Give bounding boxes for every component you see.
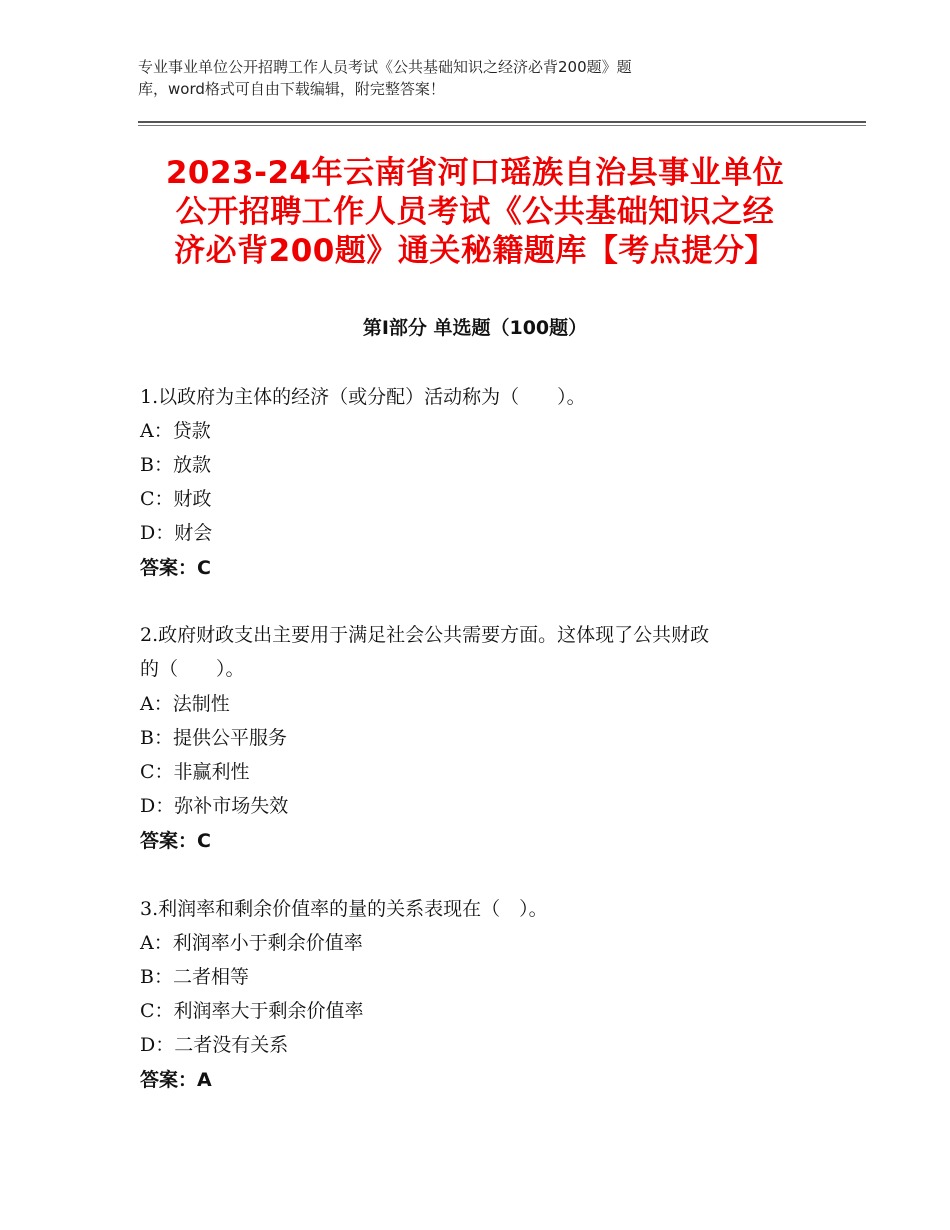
question-1-stem: 1.以政府为主体的经济（或分配）活动称为（ ）。 xyxy=(140,386,586,408)
question-2-option-d: D：弥补市场失效 xyxy=(140,795,289,817)
question-2-option-c: C：非赢利性 xyxy=(140,761,250,783)
question-1-option-b: B：放款 xyxy=(140,454,211,476)
question-3-option-d: D：二者没有关系 xyxy=(140,1034,289,1056)
question-2-answer: 答案：C xyxy=(140,830,211,852)
question-3-option-b: B：二者相等 xyxy=(140,966,249,988)
question-1-answer: 答案：C xyxy=(140,557,211,579)
question-1-option-a: A：贷款 xyxy=(140,420,211,442)
document-title-line-3: 济必背200题》通关秘籍题库【考点提分】 xyxy=(174,233,776,269)
header-note xyxy=(138,56,778,100)
document-title-line-2: 公开招聘工作人员考试《公共基础知识之经 xyxy=(175,194,775,230)
question-2-option-b: B：提供公平服务 xyxy=(140,727,287,749)
question-3-answer: 答案：A xyxy=(140,1069,212,1091)
header-note-line-2: 库，word格式可自由下载编辑，附完整答案！ xyxy=(138,80,445,98)
question-2-option-a: A：法制性 xyxy=(140,693,230,715)
header-divider-thick xyxy=(138,121,866,123)
question-3-option-c: C：利润率大于剩余价值率 xyxy=(140,1000,364,1022)
document-title-line-1: 2023-24年云南省河口瑶族自治县事业单位 xyxy=(165,155,785,191)
header-divider-thin xyxy=(138,125,866,126)
question-2-stem-line-2: 的（ ）。 xyxy=(140,658,245,680)
question-1-option-c: C：财政 xyxy=(140,488,212,510)
document-title xyxy=(130,154,820,271)
section-heading: 第Ⅰ部分 单选题（100题） xyxy=(362,317,588,339)
question-2-stem-line-1: 2.政府财政支出主要用于满足社会公共需要方面。这体现了公共财政 xyxy=(140,624,710,646)
question-3-option-a: A：利润率小于剩余价值率 xyxy=(140,932,363,954)
question-3-stem: 3.利润率和剩余价值率的量的关系表现在（ ）。 xyxy=(140,898,548,920)
header-note-line-1: 专业事业单位公开招聘工作人员考试《公共基础知识之经济必背200题》题 xyxy=(138,58,632,76)
question-1-option-d: D：财会 xyxy=(140,522,213,544)
